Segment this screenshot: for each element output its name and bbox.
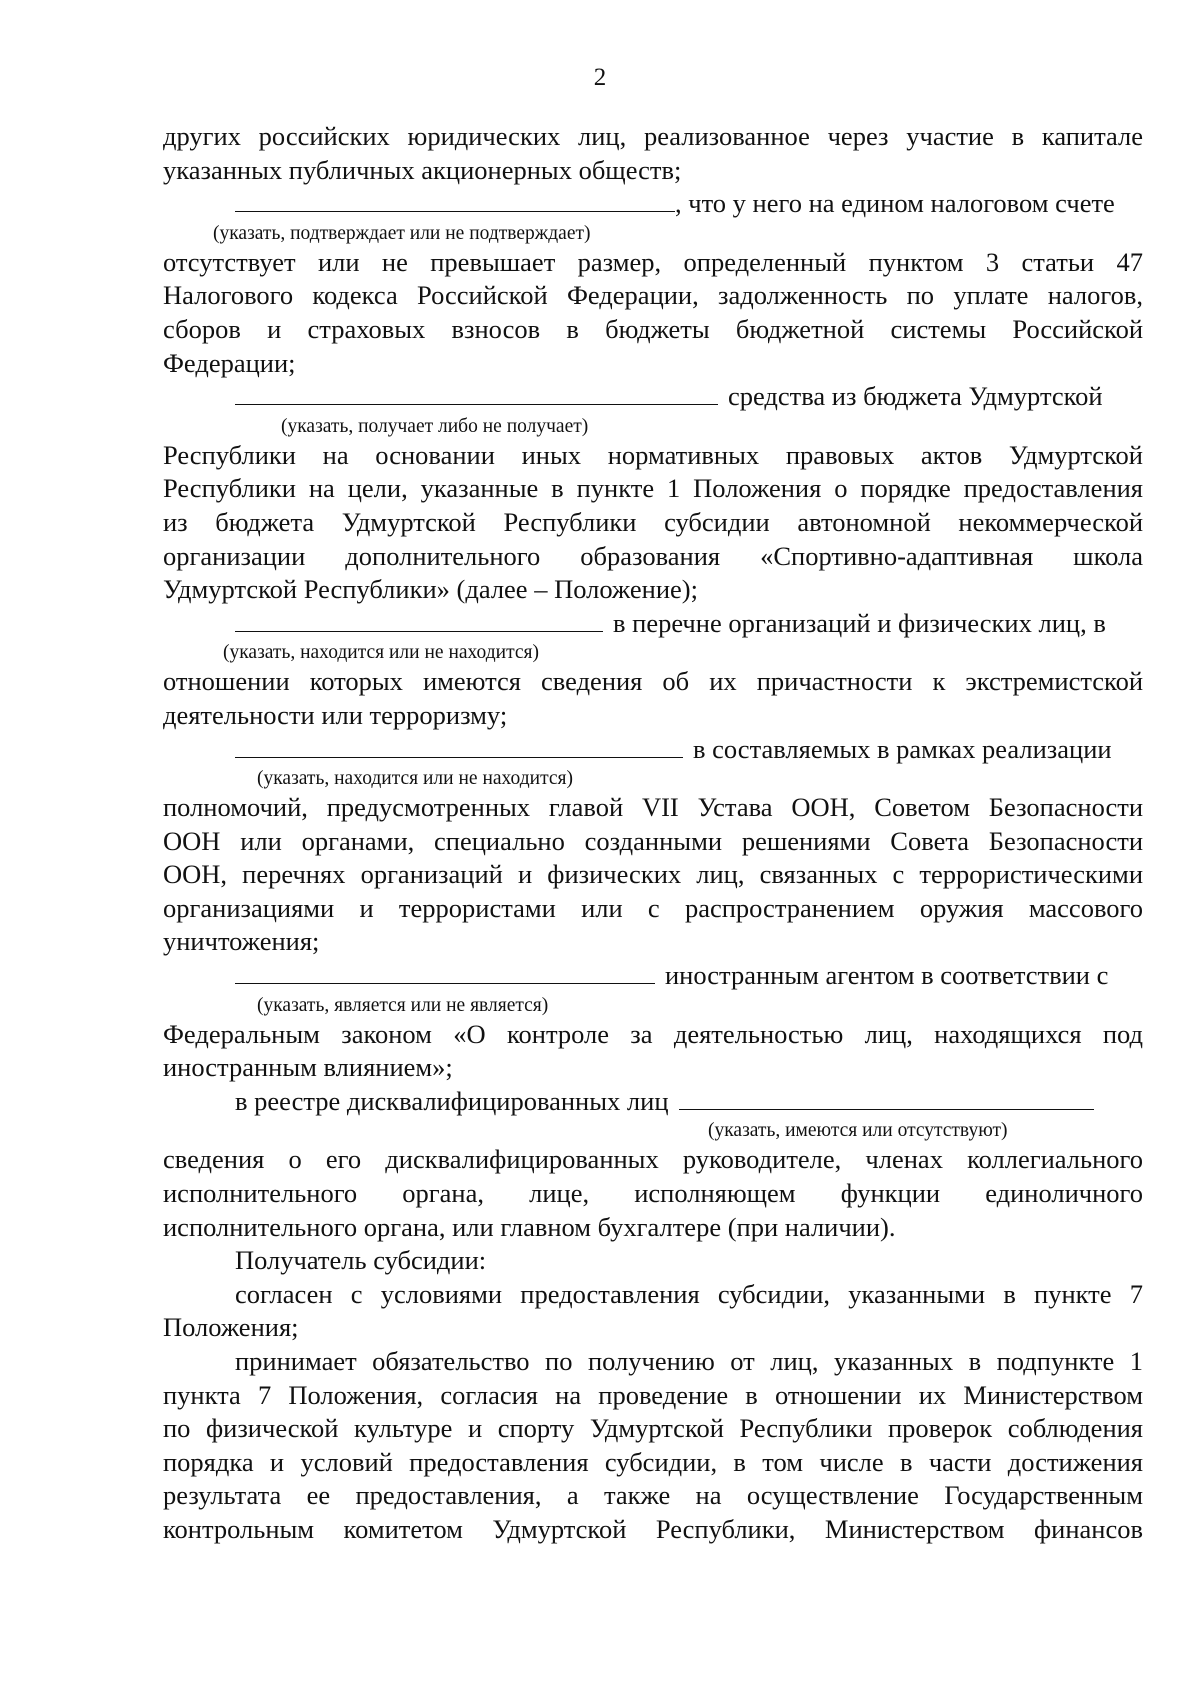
text-line: контрольным комитетом Удмуртской Республики, Министерством финансов (163, 1513, 1143, 1544)
field-hint: (указать, находится или не находится) (223, 642, 539, 664)
fill-in-text: в реестре дисквалифицированных лиц (235, 1085, 669, 1116)
text-line: ООН, перечнях организаций и физических лиц, связанных с террористическими (163, 859, 1143, 890)
text-line: сборов и страховых взносов в бюджеты бюджетной системы Российской (163, 313, 1143, 344)
text-line: принимает обязательство по получению от лиц, указанных в подпункте 1 (235, 1346, 1143, 1376)
field-hint: (указать, является или не является) (257, 994, 549, 1016)
field-hint: (указать, находится или не находится) (257, 768, 573, 790)
blank-field[interactable] (235, 380, 718, 405)
blank-field[interactable] (679, 1085, 1094, 1110)
blank-field[interactable] (235, 187, 675, 212)
text-line: уничтожения; (163, 926, 320, 957)
fill-in-text: средства из бюджета Удмуртской (728, 381, 1103, 412)
fill-in-text: в составляемых в рамках реализации (693, 733, 1112, 764)
text-line: указанных публичных акционерных обществ; (163, 154, 682, 185)
field-hint: (указать, имеются или отсутствуют) (708, 1120, 1008, 1142)
fill-in-text: иностранным агентом в соответствии с (665, 960, 1109, 991)
text-line: Федеральным законом «О контроле за деятельностью лиц, находящихся под (163, 1018, 1143, 1049)
text-line: Положения; (163, 1312, 299, 1343)
text-line: других российских юридических лиц, реализованное через участие в капитале (163, 121, 1143, 151)
text-line: организациями и террористами или с распространением оружия массового (163, 892, 1143, 923)
fill-in-text: , что у него на едином налоговом счете (675, 188, 1115, 219)
text-line: по физической культуре и спорту Удмуртской Республики проверок соблюдения (163, 1413, 1143, 1444)
page-number: 2 (593, 64, 607, 91)
fill-in-line (163, 607, 1143, 641)
text-line: ООН или органами, специально созданными решениями Совета Безопасности (163, 825, 1143, 856)
blank-field[interactable] (235, 607, 603, 632)
text-line: Налогового кодекса Российской Федерации, задолженность по уплате налогов, (163, 280, 1143, 311)
document-body (163, 120, 1143, 1547)
fill-in-line (163, 733, 1143, 767)
text-line: исполнительного органа, или главном бухгалтере (при наличии). (163, 1211, 896, 1242)
field-hint: (указать, получает либо не получает) (281, 415, 589, 437)
text-line: полномочий, предусмотренных главой VII Устава ООН, Советом Безопасности (163, 792, 1143, 823)
text-line: порядка и условий предоставления субсидии, в том числе в части достижения (163, 1446, 1143, 1477)
blank-field[interactable] (235, 959, 655, 984)
text-line: отсутствует или не превышает размер, определенный пунктом 3 статьи 47 (163, 246, 1143, 277)
fill-in-line (163, 187, 1143, 221)
text-line: сведения о его дисквалифицированных руководителе, членах коллегиального (163, 1144, 1143, 1175)
field-hint: (указать, подтверждает или не подтверждает) (213, 222, 591, 244)
text-line: результата ее предоставления, а также на осуществление Государственным (163, 1480, 1143, 1511)
text-line: согласен с условиями предоставления субсидии, указанными в пункте 7 (235, 1278, 1143, 1309)
text-line: Федерации; (163, 347, 296, 378)
text-line: пункта 7 Положения, согласия на проведение в отношении их Министерством (163, 1379, 1143, 1410)
text-line: Удмуртской Республики» (далее – Положение); (163, 574, 698, 605)
blank-field[interactable] (235, 733, 683, 758)
text-line: Республики на цели, указанные в пункте 1 Положения о порядке предоставления (163, 473, 1143, 504)
fill-in-line (163, 380, 1143, 414)
text-line: отношении которых имеются сведения об их причастности к экстремистской (163, 666, 1143, 697)
fill-in-text: в перечне организаций и физических лиц, в (613, 607, 1106, 638)
text-line: Получатель субсидии: (235, 1245, 487, 1276)
fill-in-line (163, 1085, 1143, 1119)
text-line: организации дополнительного образования «Спортивно-адаптивная школа (163, 540, 1143, 571)
text-line: исполнительного органа, лице, исполняющем функции единоличного (163, 1178, 1143, 1209)
text-line: Республики на основании иных нормативных правовых актов Удмуртской (163, 439, 1143, 470)
text-line: иностранным влиянием»; (163, 1052, 453, 1083)
fill-in-line (163, 959, 1143, 993)
text-line: деятельности или терроризму; (163, 699, 508, 730)
text-line: из бюджета Удмуртской Республики субсидии автономной некоммерческой (163, 506, 1143, 537)
